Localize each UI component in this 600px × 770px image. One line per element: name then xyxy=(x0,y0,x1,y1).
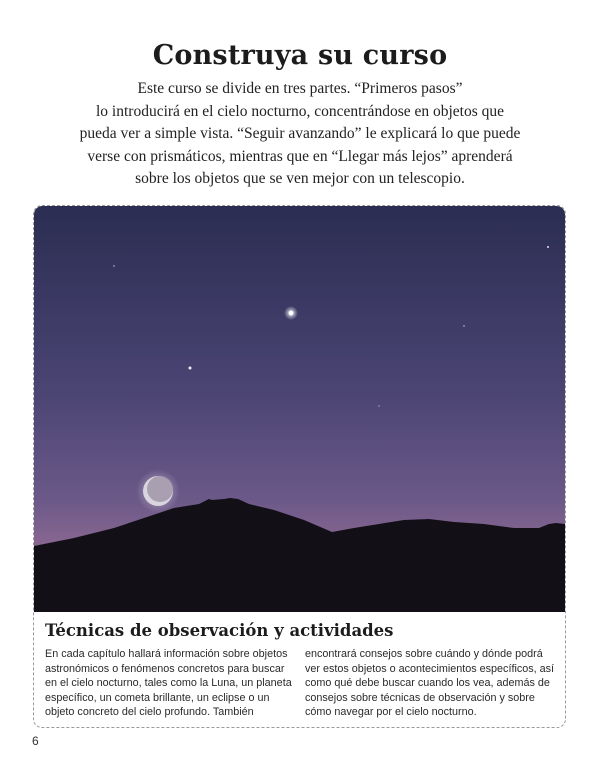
info-panel xyxy=(33,205,566,728)
planet-star xyxy=(189,367,192,370)
panel-title: Técnicas de observación y actividades xyxy=(45,621,394,640)
page-title: Construya su curso xyxy=(152,40,448,71)
small-star xyxy=(463,325,464,326)
night-sky-photo xyxy=(34,206,565,612)
panel-columns xyxy=(45,647,555,720)
venus-star xyxy=(289,311,294,316)
intro-line: verse con prismáticos, mientras que en “Llegar más lejos” aprenderá xyxy=(87,147,513,165)
panel-column-left: En cada capítulo hallará información sobre objetos astronómicos o fenómenos concretos para buscar en el cielo nocturno, tales como la Luna, un planeta específico, un cometa brillante, un eclipse o un objeto concreto del cielo profundo. También xyxy=(45,648,292,719)
small-star xyxy=(547,246,549,248)
intro-paragraph xyxy=(70,78,530,191)
intro-line: sobre los objetos que se ven mejor con un telescopio. xyxy=(135,170,465,187)
page-number: 6 xyxy=(32,734,39,748)
panel-column-right: encontrará consejos sobre cuándo y dónde podrá ver estos objetos o acontecimientos específicos, así como qué debe buscar cuando los vea, además de consejos sobre técnicas de observación y sobre cómo navegar por el cielo nocturno. xyxy=(305,648,555,719)
small-star xyxy=(113,265,114,266)
intro-line: lo introducirá en el cielo nocturno, concentrándose en objetos que xyxy=(95,102,505,120)
intro-line: Este curso se divide en tres partes. “Primeros pasos” xyxy=(137,80,463,97)
small-star xyxy=(378,405,379,406)
intro-line: pueda ver a simple vista. “Seguir avanzando” le explicará lo que puede xyxy=(79,125,521,142)
moon-earthshine xyxy=(147,476,173,502)
